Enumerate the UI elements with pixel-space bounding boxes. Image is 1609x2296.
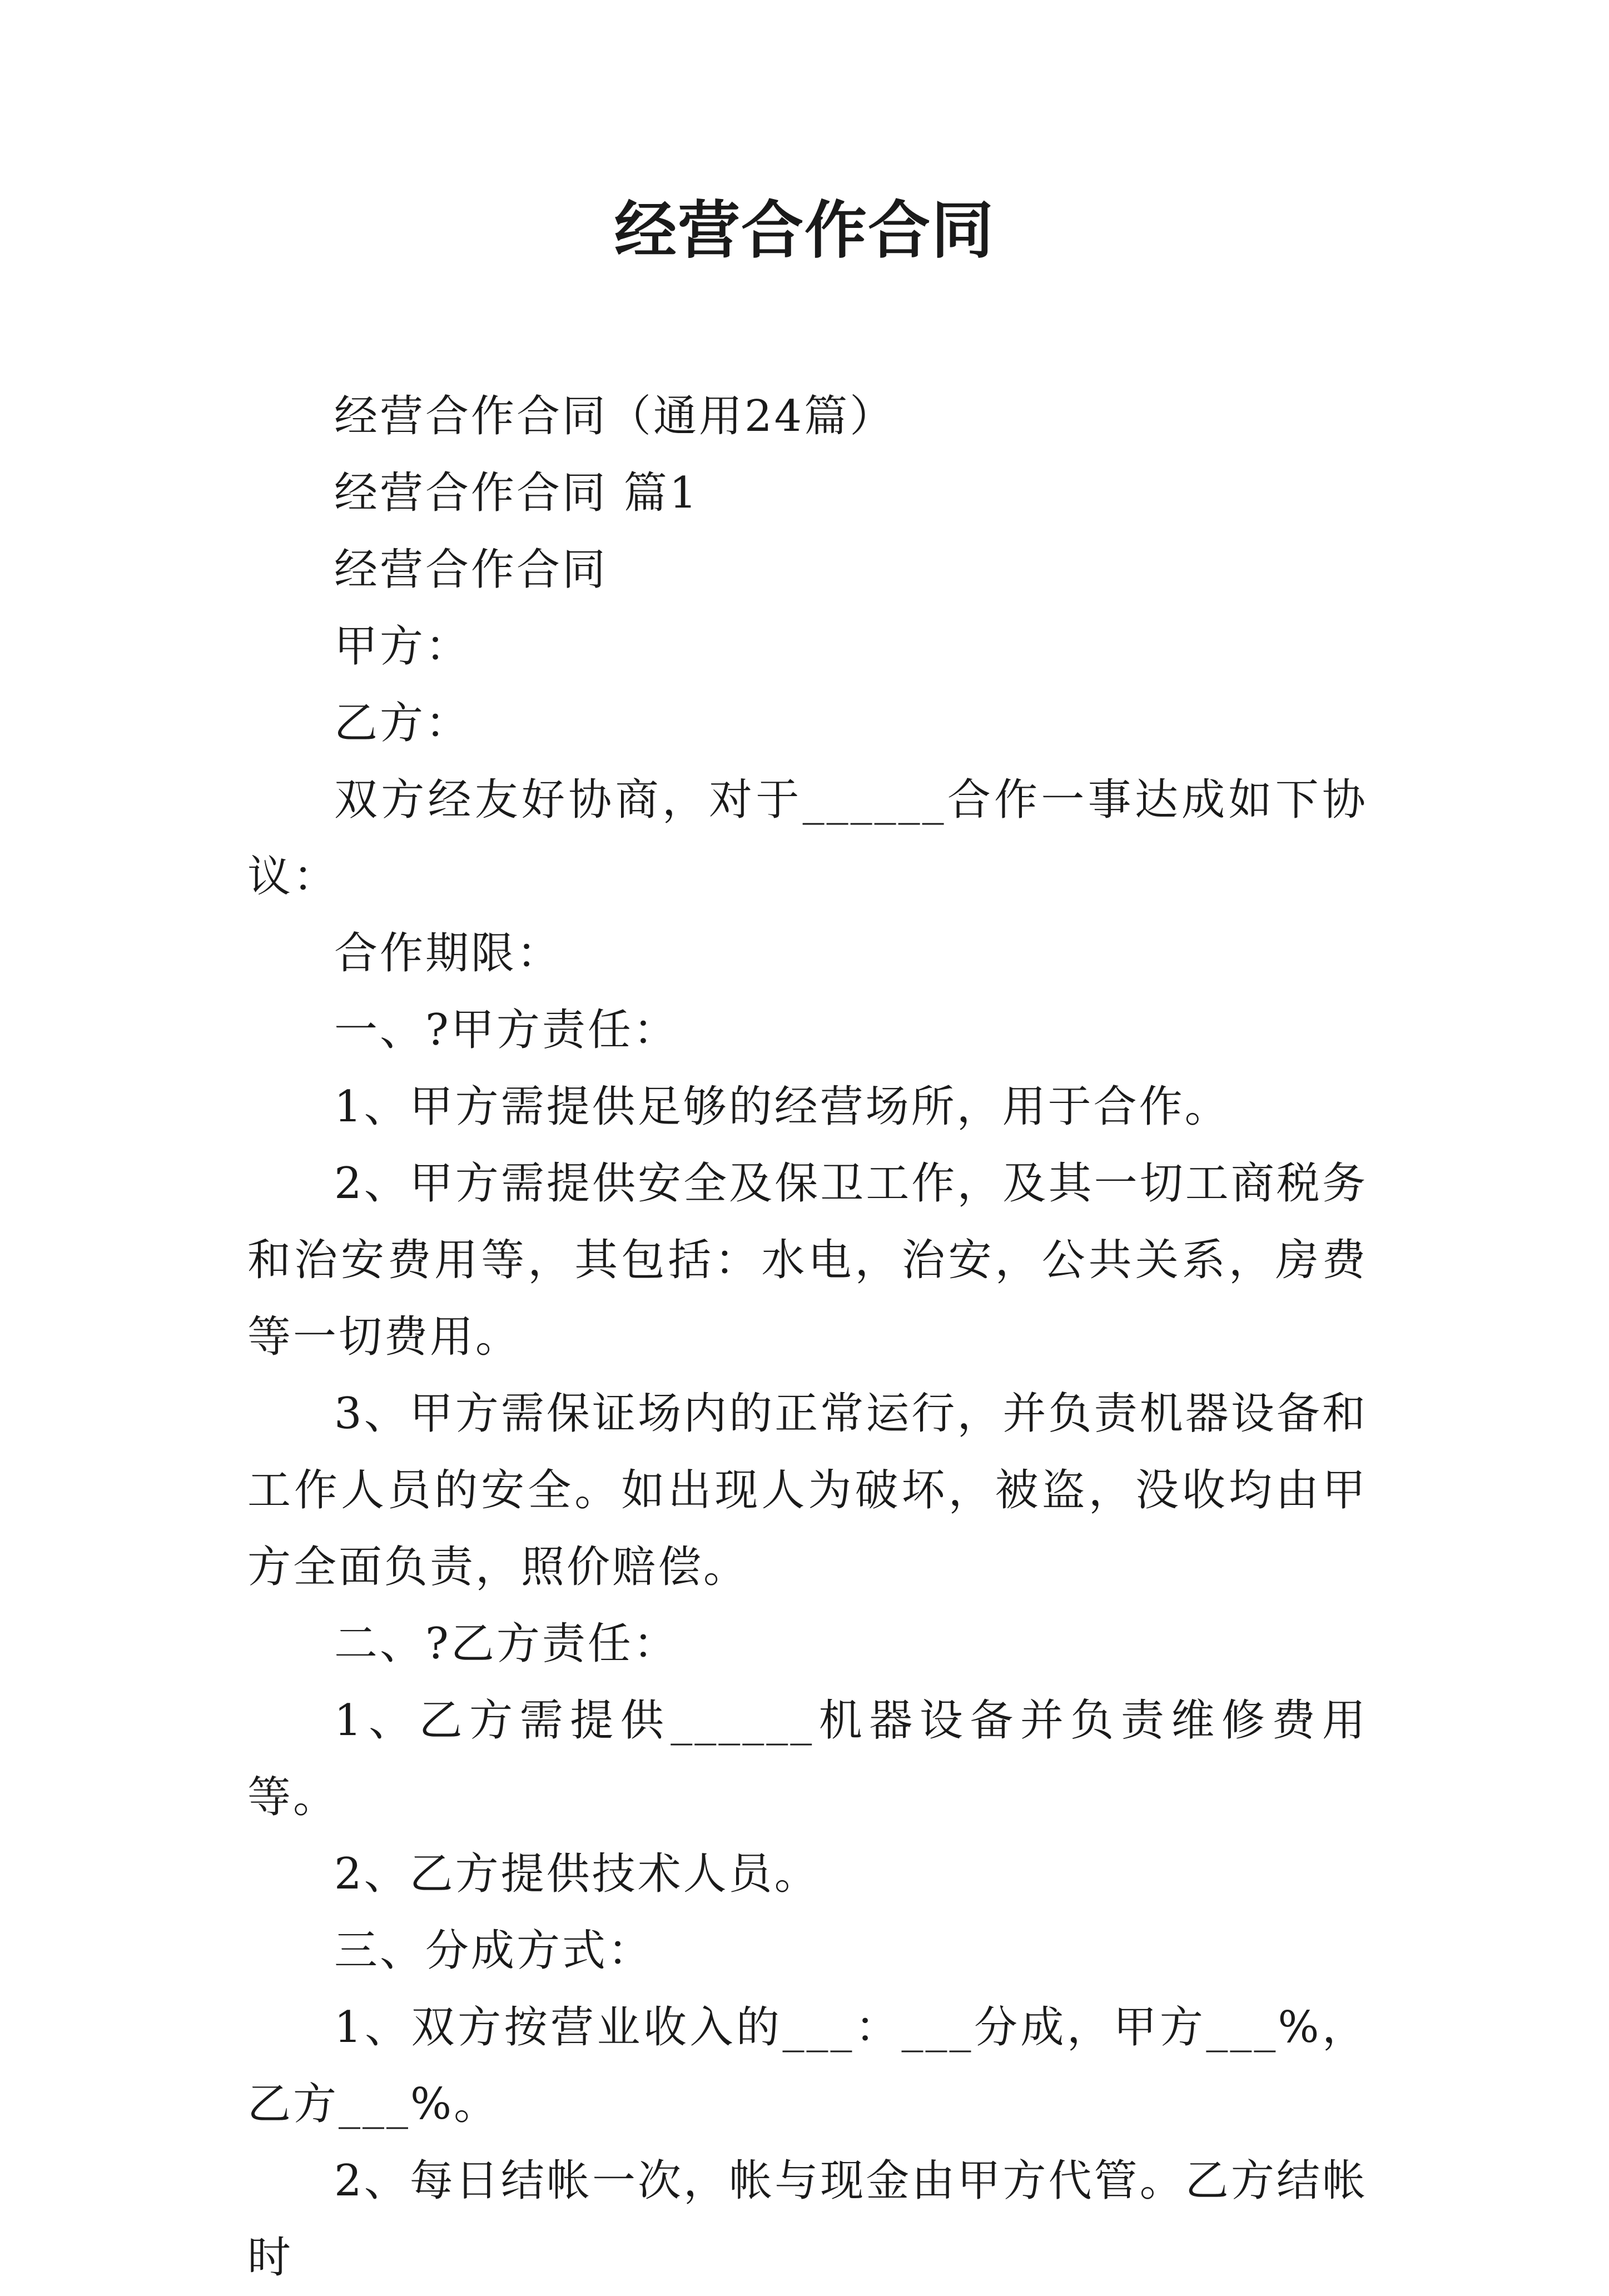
paragraph: 经营合作合同（通用24篇） <box>334 391 896 441</box>
paragraph: 2、乙方提供技术人员。 <box>334 1849 820 1899</box>
paragraph: 1、乙方需提供______机器设备并负责维修费用等。 <box>247 1696 1368 1822</box>
paragraph: 3、甲方需保证场内的正常运行，并负责机器设备和工作人员的安全。如出现人为破坏，被盗，没收均由甲方全面负责，照价赔偿。 <box>247 1389 1368 1592</box>
section-heading: 一、?甲方责任： <box>334 1005 679 1055</box>
paragraph: 经营合作合同 篇1 <box>334 468 699 518</box>
paragraph: 2、甲方需提供安全及保卫工作，及其一切工商税务和治安费用等，其包括：水电，治安，公共关系，房费等一切费用。 <box>247 1159 1368 1362</box>
paragraph: 2、每日结帐一次，帐与现金由甲方代管。乙方结帐时 <box>247 2156 1368 2283</box>
section-heading: 三、分成方式： <box>334 1926 654 1976</box>
section-heading: 二、?乙方责任： <box>334 1619 679 1669</box>
paragraph: 经营合作合同 <box>334 545 608 595</box>
party-b-line: 乙方： <box>334 698 471 748</box>
paragraph: 1、甲方需提供足够的经营场所，用于合作。 <box>334 1082 1230 1132</box>
paragraph: 合作期限： <box>334 928 563 978</box>
document-title: 经营合作合同 <box>614 194 995 267</box>
paragraph: 1、双方按营业收入的___：___分成，甲方___%，乙方___%。 <box>247 2002 1368 2129</box>
document-body <box>247 378 1368 2296</box>
party-a-line: 甲方： <box>334 622 471 672</box>
paragraph: 双方经友好协商，对于______合作一事达成如下协议： <box>247 775 1368 902</box>
